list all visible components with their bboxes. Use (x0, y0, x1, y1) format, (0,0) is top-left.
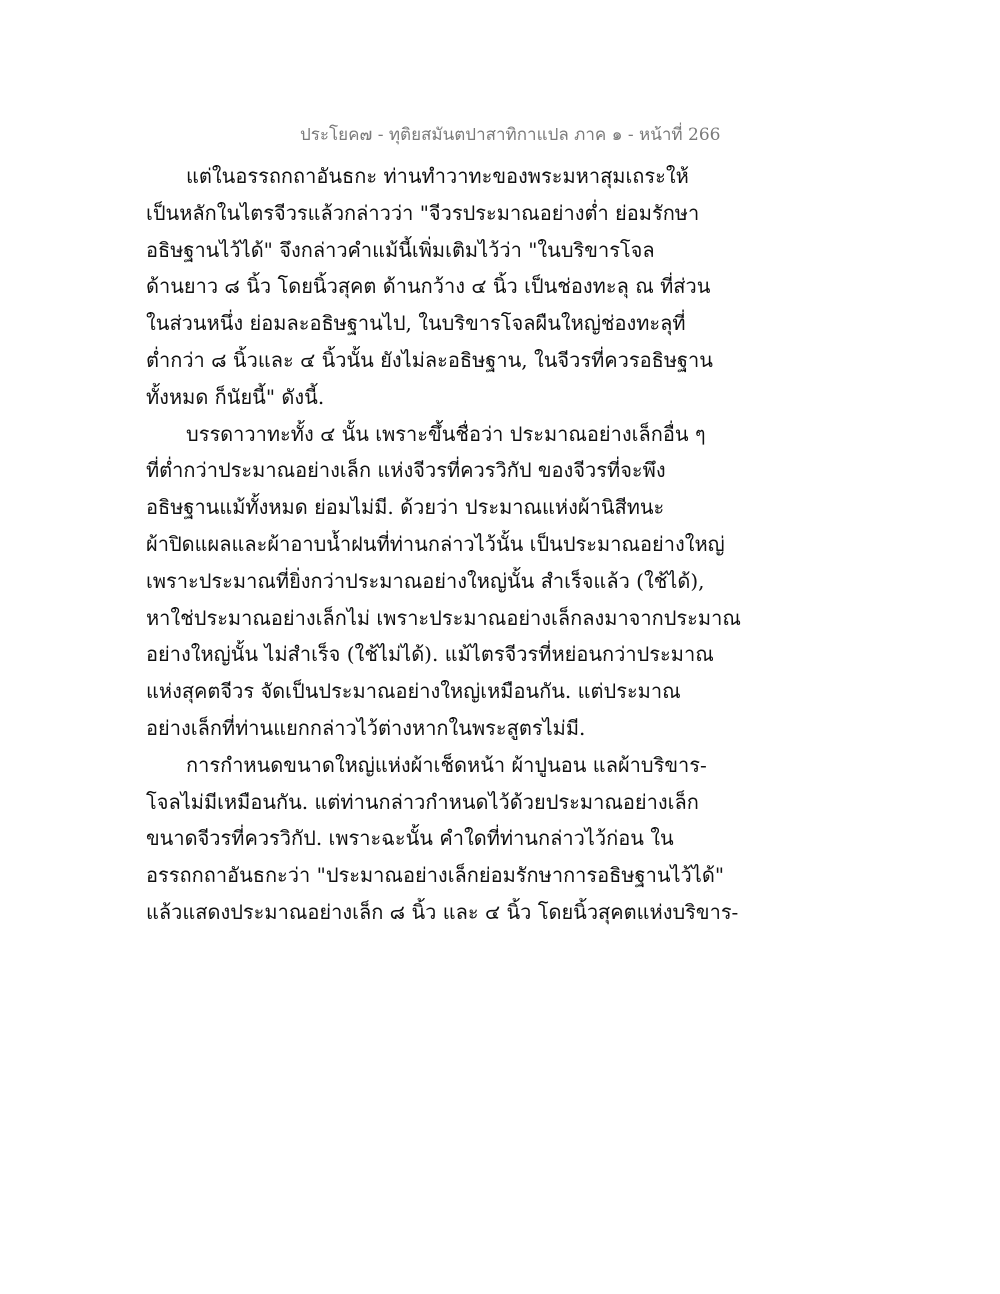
running-header: ประโยค๗ - ทุติยสมันตปาสาทิกาแปล ภาค ๑ - หน้าที่ 266 (300, 125, 721, 145)
text-line: ทั้งหมด ก็นัยนี้" ดังนี้. (146, 384, 325, 409)
paragraph-1 (146, 158, 746, 416)
text-line: แล้วแสดงประมาณอย่างเล็ก ๘ นิ้ว และ ๔ นิ้ว โดยนิ้วสุคตแห่งบริขาร- (146, 899, 739, 924)
text-line: ในส่วนหนึ่ง ย่อมละอธิษฐานไป, ในบริขารโจลผืนใหญ่ช่องทะลุที่ (146, 311, 686, 336)
text-line: อย่างเล็กที่ท่านแยกกล่าวไว้ต่างหากในพระสูตรไม่มี. (146, 715, 586, 740)
text-line: หาใช่ประมาณอย่างเล็กไม่ เพราะประมาณอย่างเล็กลงมาจากประมาณ (146, 605, 741, 630)
text-line: ผ้าปิดแผลและผ้าอาบน้ำฝนที่ท่านกล่าวไว้นั้น เป็นประมาณอย่างใหญ่ (146, 531, 725, 556)
text-line: ด้านยาว ๘ นิ้ว โดยนิ้วสุคต ด้านกว้าง ๔ นิ้ว เป็นช่องทะลุ ณ ที่ส่วน (146, 274, 711, 299)
text-line: เพราะประมาณที่ยิ่งกว่าประมาณอย่างใหญ่นั้น สำเร็จแล้ว (ใช้ได้), (146, 568, 705, 593)
text-line: โจลไม่มีเหมือนกัน. แต่ท่านกล่าวกำหนดไว้ด้วยประมาณอย่างเล็ก (146, 789, 699, 814)
text-line: ต่ำกว่า ๘ นิ้วและ ๔ นิ้วนั้น ยังไม่ละอธิษฐาน, ในจีวรที่ควรอธิษฐาน (146, 347, 713, 372)
text-line: อธิษฐานไว้ได้" จึงกล่าวคำแม้นี้เพิ่มเติมไว้ว่า "ในบริขารโจล (146, 237, 655, 262)
text-line: การกำหนดขนาดใหญ่แห่งผ้าเช็ดหน้า ผ้าปูนอน แลผ้าบริขาร- (186, 752, 707, 777)
text-line: อย่างใหญ่นั้น ไม่สำเร็จ (ใช้ไม่ได้). แม้ไตรจีวรที่หย่อนกว่าประมาณ (146, 642, 714, 667)
text-line: อรรถกถาอันธกะว่า "ประมาณอย่างเล็กย่อมรักษาการอธิษฐานไว้ได้" (146, 863, 725, 888)
paragraph-3 (146, 747, 746, 931)
text-line: แห่งสุคตจีวร จัดเป็นประมาณอย่างใหญ่เหมือนกัน. แต่ประมาณ (146, 679, 681, 704)
text-line: เป็นหลักในไตรจีวรแล้วกล่าวว่า "จีวรประมาณอย่างต่ำ ย่อมรักษา (146, 200, 700, 225)
text-line: ที่ต่ำกว่าประมาณอย่างเล็ก แห่งจีวรที่ควรวิกัป ของจีวรที่จะพึง (146, 458, 666, 483)
text-line: ขนาดจีวรที่ควรวิกัป. เพราะฉะนั้น คำใดที่ท่านกล่าวไว้ก่อน ใน (146, 826, 674, 851)
paragraph-2 (146, 416, 746, 747)
body-text (146, 158, 746, 931)
text-line: บรรดาวาทะทั้ง ๔ นั้น เพราะขึ้นชื่อว่า ประมาณอย่างเล็กอื่น ๆ (186, 421, 706, 446)
text-line: แต่ในอรรถกถาอันธกะ ท่านทำวาทะของพระมหาสุมเถระให้ (186, 164, 689, 188)
text-line: อธิษฐานแม้ทั้งหมด ย่อมไม่มี. ด้วยว่า ประมาณแห่งผ้านิสีทนะ (146, 495, 665, 520)
